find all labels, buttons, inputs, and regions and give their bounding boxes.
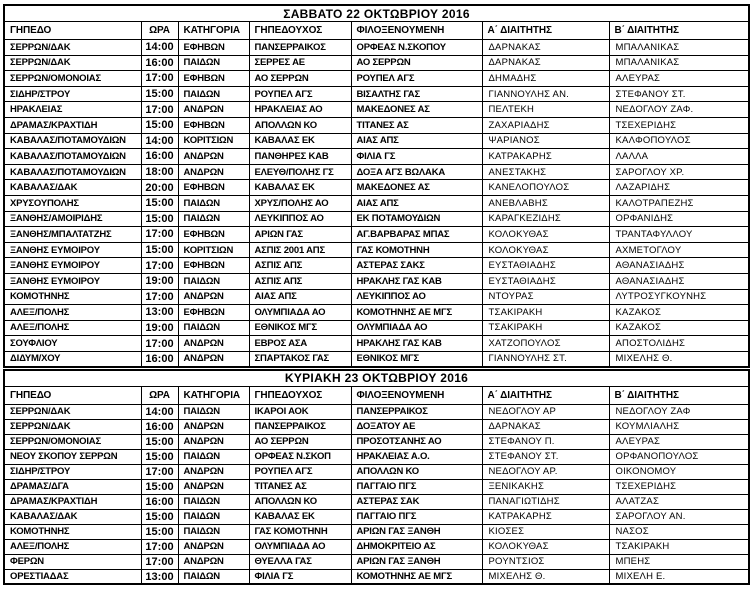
cell-home-team: ΘΥΕΛΛΑ ΓΑΣ (249, 554, 351, 569)
cell-category: ΠΑΙΔΩΝ (178, 211, 249, 227)
cell-away-team: ΠΡΟΣΟΤΣΑΝΗΣ ΑΟ (351, 434, 482, 449)
match-row (4, 464, 749, 479)
cell-home-team: ΡΟΥΠΕΛ ΑΓΣ (249, 464, 351, 479)
match-row (4, 351, 749, 367)
cell-away-team: ΛΕΥΚΙΠΠΟΣ ΑΟ (351, 289, 482, 305)
cell-gym: ΚΑΒΑΛΑΣ/ΔΑΚ (4, 180, 141, 196)
cell-gym: ΔΡΑΜΑΣ/ΔΓΑ (4, 479, 141, 494)
day-title: ΚΥΡΙΑΚΗ 23 ΟΚΤΩΒΡΙΟΥ 2016 (4, 370, 749, 387)
match-row (4, 449, 749, 464)
cell-referee-b: ΟΡΦΑΝΟΠΟΥΛΟΣ (609, 449, 749, 464)
cell-category: ΑΝΔΡΩΝ (178, 419, 249, 434)
cell-category: ΠΑΙΔΩΝ (178, 404, 249, 419)
day-title-row (4, 370, 749, 387)
cell-gym: ΚΑΒΑΛΑΣ/ΠΟΤΑΜΟΥΔΙΩΝ (4, 149, 141, 165)
cell-referee-b: ΝΕΔΟΓΛΟΥ ΖΑΦ (609, 404, 749, 419)
cell-referee-b: ΑΠΟΣΤΟΛΙΔΗΣ (609, 336, 749, 352)
cell-referee-b: ΣΤΕΦΑΝΟΥ ΣΤ. (609, 86, 749, 102)
cell-gym: ΣΕΡΡΩΝ/ΔΑΚ (4, 419, 141, 434)
cell-referee-a: ΚΑΤΡΑΚΑΡΗΣ (482, 149, 609, 165)
cell-referee-a: ΔΑΡΝΑΚΑΣ (482, 419, 609, 434)
cell-gym: ΣΕΡΡΩΝ/ΔΑΚ (4, 404, 141, 419)
cell-gym: ΚΟΜΟΤΗΝΗΣ (4, 524, 141, 539)
cell-home-team: ΚΑΒΑΛΑΣ ΕΚ (249, 509, 351, 524)
column-header-referee-b: Β΄ ΔΙΑΙΤΗΤΗΣ (609, 386, 749, 404)
match-row (4, 404, 749, 419)
cell-referee-a: ΤΣΑΚΙΡΑΚΗ (482, 320, 609, 336)
cell-referee-a: ΝΤΟΥΡΑΣ (482, 289, 609, 305)
cell-away-team: ΚΟΜΟΤΗΝΗΣ ΑΕ ΜΓΣ (351, 569, 482, 584)
cell-referee-b: ΤΣΕΧΕΡΙΔΗΣ (609, 117, 749, 133)
cell-home-team: ΑΡΙΩΝ ΓΑΣ (249, 227, 351, 243)
cell-category: ΠΑΙΔΩΝ (178, 320, 249, 336)
cell-home-team: ΑΟ ΣΕΡΡΩΝ (249, 434, 351, 449)
sunday-schedule-table (3, 369, 750, 586)
cell-referee-b: ΜΙΧΕΛΗΣ Θ. (609, 351, 749, 367)
cell-referee-b: ΜΠΑΛΑΝΙΚΑΣ (609, 40, 749, 56)
match-row (4, 102, 749, 118)
cell-referee-b: ΑΧΜΕΤΟΓΛΟΥ (609, 242, 749, 258)
cell-referee-b: ΟΡΦΑΝΙΔΗΣ (609, 211, 749, 227)
cell-referee-b: ΤΡΑΝΤΑΦΥΛΛΟΥ (609, 227, 749, 243)
cell-referee-a: ΡΟΥΝΤΣΙΟΣ (482, 554, 609, 569)
cell-time: 15:00 (141, 434, 178, 449)
cell-gym: ΑΛΕΞ/ΠΟΛΗΣ (4, 320, 141, 336)
match-row (4, 117, 749, 133)
cell-category: ΕΦΗΒΩΝ (178, 180, 249, 196)
cell-category: ΑΝΔΡΩΝ (178, 102, 249, 118)
cell-away-team: ΟΡΦΕΑΣ Ν.ΣΚΟΠΟΥ (351, 40, 482, 56)
cell-away-team: ΗΡΑΚΛΗΣ ΓΑΣ ΚΑΒ (351, 336, 482, 352)
cell-away-team: ΜΑΚΕΔΟΝΕΣ ΑΣ (351, 102, 482, 118)
cell-referee-b: ΜΙΧΕΛΗ Ε. (609, 569, 749, 584)
cell-referee-a: ΚΟΛΟΚΥΘΑΣ (482, 227, 609, 243)
cell-referee-b: ΛΑΛΛΑ (609, 149, 749, 165)
cell-gym: ΞΑΝΘΗΣ ΕΥΜΟΙΡΟΥ (4, 273, 141, 289)
cell-referee-b: ΤΣΕΧΕΡΙΔΗΣ (609, 479, 749, 494)
cell-referee-a: ΚΙΟΣΕΣ (482, 524, 609, 539)
cell-time: 15:00 (141, 479, 178, 494)
cell-referee-a: ΚΑΤΡΑΚΑΡΗΣ (482, 509, 609, 524)
cell-home-team: ΓΑΣ ΚΟΜΟΤΗΝΗ (249, 524, 351, 539)
cell-gym: ΣΟΥΦΛΙΟΥ (4, 336, 141, 352)
cell-away-team: ΔΟΞΑΤΟΥ ΑΕ (351, 419, 482, 434)
cell-home-team: ΑΟ ΣΕΡΡΩΝ (249, 71, 351, 87)
cell-away-team: ΜΑΚΕΔΟΝΕΣ ΑΣ (351, 180, 482, 196)
cell-gym: ΑΛΕΞ/ΠΟΛΗΣ (4, 539, 141, 554)
match-row (4, 149, 749, 165)
match-row (4, 195, 749, 211)
cell-referee-a: ΚΟΛΟΚΥΘΑΣ (482, 539, 609, 554)
cell-category: ΠΑΙΔΩΝ (178, 569, 249, 584)
match-row (4, 524, 749, 539)
cell-time: 18:00 (141, 164, 178, 180)
cell-referee-a: ΓΙΑΝΝΟΥΛΗΣ ΑΝ. (482, 86, 609, 102)
column-header-time: ΩΡΑ (141, 386, 178, 404)
cell-away-team: ΒΙΣΑΛΤΗΣ ΓΑΣ (351, 86, 482, 102)
cell-category: ΠΑΙΔΩΝ (178, 524, 249, 539)
cell-category: ΚΟΡΙΤΣΙΩΝ (178, 242, 249, 258)
cell-time: 16:00 (141, 494, 178, 509)
cell-time: 15:00 (141, 211, 178, 227)
cell-away-team: ΗΡΑΚΛΕΙΑΣ Α.Ο. (351, 449, 482, 464)
match-row (4, 180, 749, 196)
cell-referee-a: ΖΑΧΑΡΙΑΔΗΣ (482, 117, 609, 133)
cell-away-team: ΔΗΜΟΚΡΙΤΕΙΟ ΑΣ (351, 539, 482, 554)
cell-category: ΕΦΗΒΩΝ (178, 227, 249, 243)
cell-time: 17:00 (141, 554, 178, 569)
match-row (4, 133, 749, 149)
cell-category: ΠΑΙΔΩΝ (178, 449, 249, 464)
cell-time: 15:00 (141, 86, 178, 102)
match-row (4, 86, 749, 102)
cell-time: 15:00 (141, 524, 178, 539)
cell-home-team: ΟΛΥΜΠΙΑΔΑ ΑΟ (249, 539, 351, 554)
cell-home-team: ΑΠΟΛΛΩΝ ΚΟ (249, 494, 351, 509)
cell-home-team: ΛΕΥΚΙΠΠΟΣ ΑΟ (249, 211, 351, 227)
column-header-category: ΚΑΤΗΓΟΡΙΑ (178, 22, 249, 40)
cell-referee-a: ΨΑΡΙΑΝΟΣ (482, 133, 609, 149)
match-row (4, 419, 749, 434)
cell-gym: ΧΡΥΣΟΥΠΟΛΗΣ (4, 195, 141, 211)
column-header-row (4, 22, 749, 40)
cell-category: ΑΝΔΡΩΝ (178, 289, 249, 305)
match-row (4, 494, 749, 509)
cell-category: ΑΝΔΡΩΝ (178, 164, 249, 180)
cell-home-team: ΠΑΝΣΕΡΡΑΙΚΟΣ (249, 419, 351, 434)
match-row (4, 434, 749, 449)
cell-home-team: ΕΒΡΟΣ ΑΣΑ (249, 336, 351, 352)
cell-away-team: ΑΓ.ΒΑΡΒΑΡΑΣ ΜΠΑΣ (351, 227, 482, 243)
cell-away-team: ΑΣΤΕΡΑΣ ΣΑΚΣ (351, 258, 482, 274)
saturday-rows (4, 40, 749, 367)
column-header-category: ΚΑΤΗΓΟΡΙΑ (178, 386, 249, 404)
cell-referee-a: ΠΕΛΤΕΚΗ (482, 102, 609, 118)
cell-home-team: ΚΑΒΑΛΑΣ ΕΚ (249, 133, 351, 149)
match-row (4, 554, 749, 569)
cell-away-team: ΡΟΥΠΕΛ ΑΓΣ (351, 71, 482, 87)
match-row (4, 320, 749, 336)
cell-category: ΑΝΔΡΩΝ (178, 149, 249, 165)
cell-home-team: ΑΣΠΙΣ 2001 ΑΠΣ (249, 242, 351, 258)
cell-referee-b: ΛΑΖΑΡΙΔΗΣ (609, 180, 749, 196)
cell-category: ΑΝΔΡΩΝ (178, 554, 249, 569)
cell-referee-b: ΝΕΔΟΓΛΟΥ ΖΑΦ. (609, 102, 749, 118)
cell-away-team: ΠΑΓΓΑΙΟ ΠΓΣ (351, 479, 482, 494)
match-row (4, 273, 749, 289)
cell-gym: ΚΑΒΑΛΑΣ/ΠΟΤΑΜΟΥΔΙΩΝ (4, 133, 141, 149)
cell-referee-b: ΑΛΕΥΡΑΣ (609, 434, 749, 449)
cell-time: 17:00 (141, 539, 178, 554)
cell-category: ΚΟΡΙΤΣΙΩΝ (178, 133, 249, 149)
column-header-away-team: ΦΙΛΟΞΕΝΟΥΜΕΝΗ (351, 386, 482, 404)
cell-away-team: ΚΟΜΟΤΗΝΗΣ ΑΕ ΜΓΣ (351, 305, 482, 321)
cell-time: 15:00 (141, 449, 178, 464)
cell-gym: ΣΕΡΡΩΝ/ΔΑΚ (4, 55, 141, 71)
cell-away-team: ΠΑΝΣΕΡΡΑΙΚΟΣ (351, 404, 482, 419)
cell-referee-a: ΜΙΧΕΛΗΣ Θ. (482, 569, 609, 584)
cell-referee-b: ΑΛΕΥΡΑΣ (609, 71, 749, 87)
cell-home-team: ΠΑΝΘΗΡΕΣ ΚΑΒ (249, 149, 351, 165)
cell-referee-a: ΤΣΑΚΙΡΑΚΗ (482, 305, 609, 321)
column-header-referee-a: Α΄ ΔΙΑΙΤΗΤΗΣ (482, 386, 609, 404)
cell-home-team: ΑΠΟΛΛΩΝ ΚΟ (249, 117, 351, 133)
cell-home-team: ΣΕΡΡΕΣ ΑΕ (249, 55, 351, 71)
cell-home-team: ΗΡΑΚΛΕΙΑΣ ΑΟ (249, 102, 351, 118)
cell-home-team: ΑΙΑΣ ΑΠΣ (249, 289, 351, 305)
cell-referee-a: ΓΙΑΝΝΟΥΛΗΣ ΣΤ. (482, 351, 609, 367)
cell-referee-a: ΕΥΣΤΑΘΙΑΔΗΣ (482, 273, 609, 289)
cell-gym: ΚΑΒΑΛΑΣ/ΔΑΚ (4, 509, 141, 524)
cell-home-team: ΟΡΦΕΑΣ Ν.ΣΚΟΠ (249, 449, 351, 464)
match-row (4, 479, 749, 494)
cell-category: ΠΑΙΔΩΝ (178, 86, 249, 102)
cell-referee-a: ΝΕΔΟΓΛΟΥ ΑΡ. (482, 464, 609, 479)
cell-category: ΠΑΙΔΩΝ (178, 273, 249, 289)
cell-away-team: ΑΙΑΣ ΑΠΣ (351, 195, 482, 211)
cell-time: 17:00 (141, 102, 178, 118)
cell-referee-a: ΑΝΕΒΛΑΒΗΣ (482, 195, 609, 211)
cell-referee-b: ΚΑΖΑΚΟΣ (609, 305, 749, 321)
cell-gym: ΞΑΝΘΗΣ ΕΥΜΟΙΡΟΥ (4, 258, 141, 274)
column-header-gym: ΓΗΠΕΔΟ (4, 386, 141, 404)
cell-referee-b: ΚΑΛΦΟΠΟΥΛΟΣ (609, 133, 749, 149)
match-row (4, 164, 749, 180)
cell-referee-a: ΔΑΡΝΑΚΑΣ (482, 55, 609, 71)
cell-gym: ΣΙΔΗΡ/ΣΤΡΟΥ (4, 86, 141, 102)
cell-away-team: ΠΑΓΓΑΙΟ ΠΓΣ (351, 509, 482, 524)
cell-gym: ΝΕΟΥ ΣΚΟΠΟΥ ΣΕΡΡΩΝ (4, 449, 141, 464)
cell-home-team: ΑΣΠΙΣ ΑΠΣ (249, 273, 351, 289)
cell-category: ΕΦΗΒΩΝ (178, 305, 249, 321)
cell-gym: ΗΡΑΚΛΕΙΑΣ (4, 102, 141, 118)
cell-away-team: ΗΡΑΚΛΗΣ ΓΑΣ ΚΑΒ (351, 273, 482, 289)
cell-gym: ΞΑΝΘΗΣ ΕΥΜΟΙΡΟΥ (4, 242, 141, 258)
cell-referee-b: ΜΠΑΛΑΝΙΚΑΣ (609, 55, 749, 71)
cell-home-team: ΤΙΤΑΝΕΣ ΑΣ (249, 479, 351, 494)
cell-time: 16:00 (141, 351, 178, 367)
match-row (4, 242, 749, 258)
cell-away-team: ΕΚ ΠΟΤΑΜΟΥΔΙΩΝ (351, 211, 482, 227)
cell-time: 17:00 (141, 336, 178, 352)
cell-gym: ΣΕΡΡΩΝ/ΔΑΚ (4, 40, 141, 56)
cell-gym: ΦΕΡΩΝ (4, 554, 141, 569)
cell-time: 15:00 (141, 242, 178, 258)
cell-home-team: ΚΑΒΑΛΑΣ ΕΚ (249, 180, 351, 196)
cell-referee-b: ΛΥΤΡΟΣΥΓΚΟΥΝΗΣ (609, 289, 749, 305)
cell-time: 17:00 (141, 227, 178, 243)
cell-home-team: ΕΘΝΙΚΟΣ ΜΓΣ (249, 320, 351, 336)
cell-category: ΑΝΔΡΩΝ (178, 464, 249, 479)
match-row (4, 71, 749, 87)
cell-time: 16:00 (141, 55, 178, 71)
cell-referee-a: ΚΑΝΕΛΟΠΟΥΛΟΣ (482, 180, 609, 196)
cell-category: ΑΝΔΡΩΝ (178, 539, 249, 554)
day-title-row (4, 5, 749, 22)
sunday-rows (4, 404, 749, 584)
cell-referee-b: ΑΛΑΤΖΑΣ (609, 494, 749, 509)
cell-time: 17:00 (141, 258, 178, 274)
cell-referee-b: ΚΟΥΜΛΙΑΛΗΣ (609, 419, 749, 434)
cell-referee-a: ΑΝΕΣΤΑΚΗΣ (482, 164, 609, 180)
cell-referee-b: ΚΑΖΑΚΟΣ (609, 320, 749, 336)
cell-time: 13:00 (141, 305, 178, 321)
cell-time: 15:00 (141, 117, 178, 133)
cell-category: ΑΝΔΡΩΝ (178, 351, 249, 367)
cell-referee-a: ΔΑΡΝΑΚΑΣ (482, 40, 609, 56)
cell-home-team: ΙΚΑΡΟΙ ΑΟΚ (249, 404, 351, 419)
cell-away-team: ΑΙΑΣ ΑΠΣ (351, 133, 482, 149)
cell-category: ΑΝΔΡΩΝ (178, 434, 249, 449)
cell-time: 17:00 (141, 71, 178, 87)
cell-referee-b: ΝΑΣΟΣ (609, 524, 749, 539)
column-header-row (4, 386, 749, 404)
cell-category: ΕΦΗΒΩΝ (178, 40, 249, 56)
cell-time: 15:00 (141, 195, 178, 211)
cell-time: 17:00 (141, 289, 178, 305)
column-header-away-team: ΦΙΛΟΞΕΝΟΥΜΕΝΗ (351, 22, 482, 40)
cell-referee-b: ΣΑΡΟΓΛΟΥ ΑΝ. (609, 509, 749, 524)
match-row (4, 305, 749, 321)
cell-referee-a: ΞΕΝΙΚΑΚΗΣ (482, 479, 609, 494)
cell-referee-a: ΚΟΛΟΚΥΘΑΣ (482, 242, 609, 258)
cell-referee-b: ΤΣΑΚΙΡΑΚΗ (609, 539, 749, 554)
cell-referee-a: ΔΗΜΑΔΗΣ (482, 71, 609, 87)
cell-category: ΠΑΙΔΩΝ (178, 195, 249, 211)
cell-time: 15:00 (141, 509, 178, 524)
cell-category: ΠΑΙΔΩΝ (178, 509, 249, 524)
column-header-home-team: ΓΗΠΕΔΟΥΧΟΣ (249, 22, 351, 40)
cell-time: 16:00 (141, 419, 178, 434)
cell-category: ΠΑΙΔΩΝ (178, 494, 249, 509)
cell-category: ΑΝΔΡΩΝ (178, 479, 249, 494)
cell-gym: ΞΑΝΘΗΣ/ΜΠΑΛΤΑΤΖΗΣ (4, 227, 141, 243)
cell-home-team: ΟΛΥΜΠΙΑΔΑ ΑΟ (249, 305, 351, 321)
cell-home-team: ΧΡΥΣ/ΠΟΛΗΣ ΑΟ (249, 195, 351, 211)
match-row (4, 40, 749, 56)
cell-referee-a: ΣΤΕΦΑΝΟΥ Π. (482, 434, 609, 449)
cell-referee-a: ΕΥΣΤΑΘΙΑΔΗΣ (482, 258, 609, 274)
cell-gym: ΔΙΔΥΜ/ΧΟΥ (4, 351, 141, 367)
cell-gym: ΔΡΑΜΑΣ/ΚΡΑΧΤΙΔΗ (4, 494, 141, 509)
cell-home-team: ΡΟΥΠΕΛ ΑΓΣ (249, 86, 351, 102)
cell-referee-a: ΝΕΔΟΓΛΟΥ ΑΡ (482, 404, 609, 419)
cell-referee-b: ΟΙΚΟΝΟΜΟΥ (609, 464, 749, 479)
cell-category: ΕΦΗΒΩΝ (178, 258, 249, 274)
cell-away-team: ΑΣΤΕΡΑΣ ΣΑΚ (351, 494, 482, 509)
column-header-time: ΩΡΑ (141, 22, 178, 40)
cell-category: ΑΝΔΡΩΝ (178, 336, 249, 352)
match-row (4, 569, 749, 584)
cell-away-team: ΑΟ ΣΕΡΡΩΝ (351, 55, 482, 71)
cell-time: 19:00 (141, 320, 178, 336)
cell-referee-a: ΚΑΡΑΓΚΕΖΙΔΗΣ (482, 211, 609, 227)
cell-away-team: ΑΠΟΛΛΩΝ ΚΟ (351, 464, 482, 479)
cell-gym: ΞΑΝΘΗΣ/ΑΜΟΙΡΙΔΗΣ (4, 211, 141, 227)
cell-referee-a: ΣΤΕΦΑΝΟΥ ΣΤ. (482, 449, 609, 464)
cell-home-team: ΣΠΑΡΤΑΚΟΣ ΓΑΣ (249, 351, 351, 367)
cell-gym: ΚΟΜΟΤΗΝΗΣ (4, 289, 141, 305)
cell-referee-b: ΑΘΑΝΑΣΙΑΔΗΣ (609, 258, 749, 274)
cell-referee-b: ΣΑΡΟΓΛΟΥ ΧΡ. (609, 164, 749, 180)
cell-time: 14:00 (141, 133, 178, 149)
match-row (4, 211, 749, 227)
cell-away-team: ΕΘΝΙΚΟΣ ΜΓΣ (351, 351, 482, 367)
cell-time: 13:00 (141, 569, 178, 584)
cell-gym: ΣΕΡΡΩΝ/ΟΜΟΝΟΙΑΣ (4, 71, 141, 87)
cell-away-team: ΓΑΣ ΚΟΜΟΤΗΝΗ (351, 242, 482, 258)
cell-time: 16:00 (141, 149, 178, 165)
cell-time: 14:00 (141, 404, 178, 419)
cell-gym: ΑΛΕΞ/ΠΟΛΗΣ (4, 305, 141, 321)
cell-gym: ΚΑΒΑΛΑΣ/ΠΟΤΑΜΟΥΔΙΩΝ (4, 164, 141, 180)
cell-gym: ΣΙΔΗΡ/ΣΤΡΟΥ (4, 464, 141, 479)
cell-category: ΕΦΗΒΩΝ (178, 117, 249, 133)
column-header-home-team: ΓΗΠΕΔΟΥΧΟΣ (249, 386, 351, 404)
cell-referee-a: ΠΑΝΑΓΙΩΤΙΔΗΣ (482, 494, 609, 509)
cell-home-team: ΑΣΠΙΣ ΑΠΣ (249, 258, 351, 274)
cell-time: 19:00 (141, 273, 178, 289)
match-row (4, 289, 749, 305)
match-row (4, 55, 749, 71)
match-row (4, 539, 749, 554)
match-row (4, 227, 749, 243)
match-row (4, 258, 749, 274)
match-row (4, 509, 749, 524)
cell-time: 17:00 (141, 464, 178, 479)
cell-home-team: ΕΛΕΥΘ/ΠΟΛΗΣ ΓΣ (249, 164, 351, 180)
cell-home-team: ΦΙΛΙΑ ΓΣ (249, 569, 351, 584)
cell-away-team: ΦΙΛΙΑ ΓΣ (351, 149, 482, 165)
column-header-referee-a: Α΄ ΔΙΑΙΤΗΤΗΣ (482, 22, 609, 40)
day-title: ΣΑΒΒΑΤΟ 22 ΟΚΤΩΒΡΙΟΥ 2016 (4, 5, 749, 22)
cell-category: ΕΦΗΒΩΝ (178, 71, 249, 87)
cell-away-team: ΑΡΙΩΝ ΓΑΣ ΞΑΝΘΗ (351, 554, 482, 569)
cell-gym: ΟΡΕΣΤΙΑΔΑΣ (4, 569, 141, 584)
saturday-schedule-table (3, 4, 750, 368)
cell-gym: ΔΡΑΜΑΣ/ΚΡΑΧΤΙΔΗ (4, 117, 141, 133)
cell-away-team: ΑΡΙΩΝ ΓΑΣ ΞΑΝΘΗ (351, 524, 482, 539)
column-header-referee-b: Β΄ ΔΙΑΙΤΗΤΗΣ (609, 22, 749, 40)
match-row (4, 336, 749, 352)
cell-home-team: ΠΑΝΣΕΡΡΑΙΚΟΣ (249, 40, 351, 56)
cell-referee-b: ΑΘΑΝΑΣΙΑΔΗΣ (609, 273, 749, 289)
cell-referee-b: ΜΠΕΗΣ (609, 554, 749, 569)
cell-category: ΠΑΙΔΩΝ (178, 55, 249, 71)
cell-gym: ΣΕΡΡΩΝ/ΟΜΟΝΟΙΑΣ (4, 434, 141, 449)
cell-time: 14:00 (141, 40, 178, 56)
cell-away-team: ΟΛΥΜΠΙΑΔΑ ΑΟ (351, 320, 482, 336)
cell-referee-b: ΚΑΛΟΤΡΑΠΕΖΗΣ (609, 195, 749, 211)
cell-time: 20:00 (141, 180, 178, 196)
column-header-gym: ΓΗΠΕΔΟ (4, 22, 141, 40)
cell-away-team: ΔΟΞΑ ΑΓΣ ΒΩΛΑΚΑ (351, 164, 482, 180)
cell-referee-a: ΧΑΤΖΟΠΟΥΛΟΣ (482, 336, 609, 352)
cell-away-team: ΤΙΤΑΝΕΣ ΑΣ (351, 117, 482, 133)
